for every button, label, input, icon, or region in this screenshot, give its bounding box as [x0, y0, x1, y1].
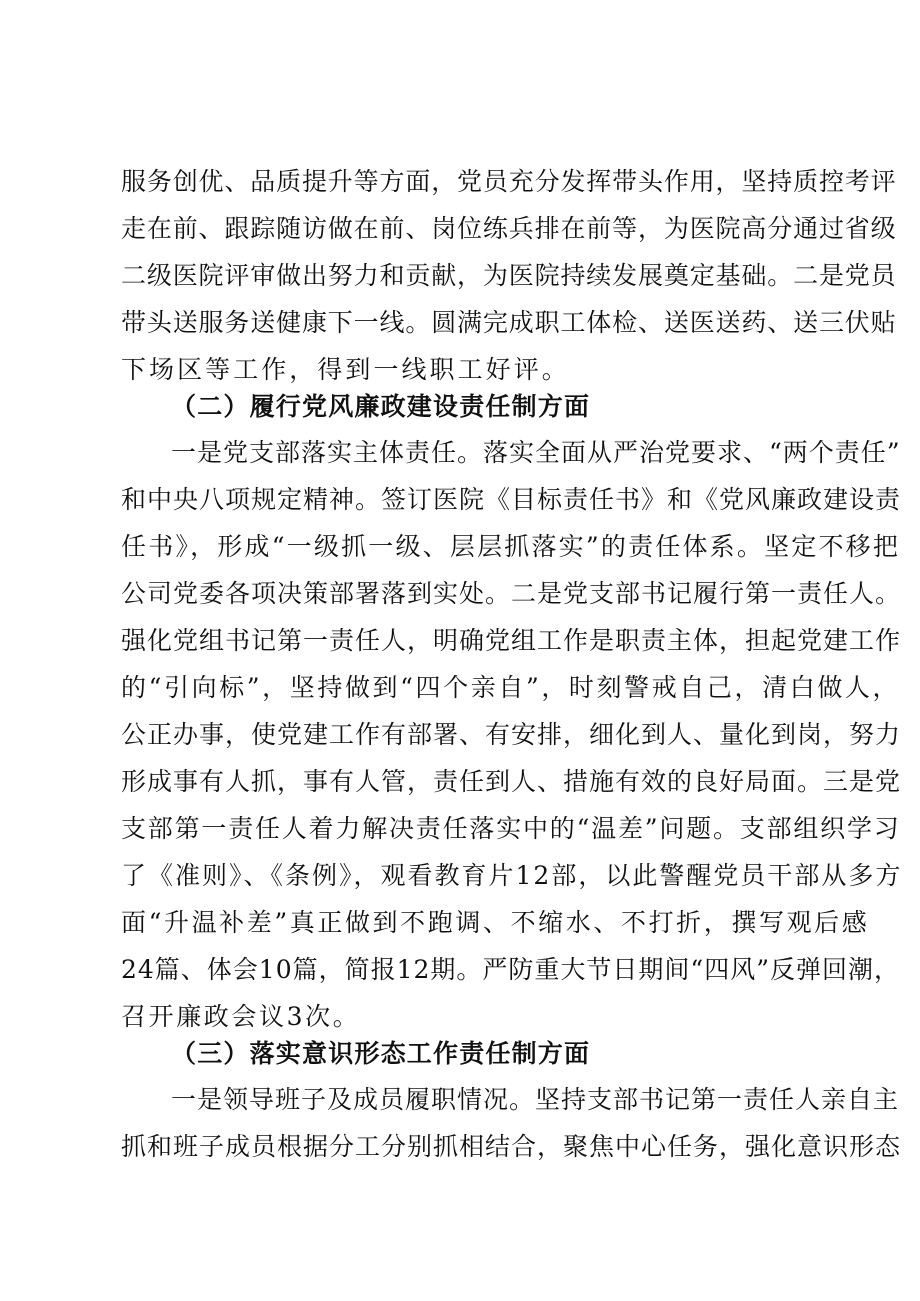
paragraph-line: 形成事有人抓，事有人管，责任到人、措施有效的良好局面。三是党	[121, 767, 902, 796]
paragraph-line: 一是党支部落实主体责任。落实全面从严治党要求、“两个责任”	[171, 438, 901, 467]
paragraph-line: 走在前、跟踪随访做在前、岗位练兵排在前等，为医院高分通过省级	[121, 214, 897, 243]
paragraph-line: 24篇、体会10篇，简报12期。严防重大节日期间“四风”反弹回潮，	[121, 955, 900, 984]
section-heading-3: （三）落实意识形态工作责任制方面	[171, 1039, 591, 1068]
paragraph-line: 一是领导班子及成员履职情况。坚持支部书记第一责任人亲自主	[171, 1085, 900, 1114]
paragraph-line: 面“升温补差”真正做到不跑调、不缩水、不打折，撰写观后感	[121, 908, 870, 937]
paragraph-line: 了《准则》、《条例》，观看教育片12部，以此警醒党员干部从多方	[121, 861, 903, 890]
paragraph-line: 公司党委各项决策部署落到实处。二是党支部书记履行第一责任人。	[121, 579, 902, 608]
paragraph-line: 二级医院评审做出努力和贡献，为医院持续发展奠定基础。二是党员	[121, 261, 897, 290]
paragraph-line: 支部第一责任人着力解决责任落实中的“温差”问题。支部组织学习	[121, 814, 901, 843]
paragraph-line: 的“引向标”，坚持做到“四个亲自”，时刻警戒自己，清白做人，	[121, 673, 901, 702]
paragraph-line: 公正办事，使党建工作有部署、有安排，细化到人、量化到岗，努力	[121, 720, 902, 749]
paragraph-line: 抓和班子成员根据分工分别抓相结合，聚焦中心任务，强化意识形态	[121, 1132, 902, 1161]
paragraph-line: 服务创优、品质提升等方面，党员充分发挥带头作用，坚持质控考评	[121, 167, 897, 196]
section-heading-2: （二）履行党风廉政建设责任制方面	[171, 392, 591, 421]
paragraph-line: 任书》，形成“一级抓一级、层层抓落实”的责任体系。坚定不移把	[121, 532, 901, 561]
paragraph-line: 召开廉政会议3次。	[121, 1002, 361, 1031]
paragraph-line: 下场区等工作，得到一线职工好评。	[121, 355, 570, 384]
paragraph-line: 强化党组书记第一责任人，明确党组工作是职责主体，担起党建工作	[121, 626, 902, 655]
paragraph-line: 带头送服务送健康下一线。圆满完成职工体检、送医送药、送三伏贴	[121, 308, 897, 337]
paragraph-line: 和中央八项规定精神。签订医院《目标责任书》和《党风廉政建设责	[121, 485, 902, 514]
